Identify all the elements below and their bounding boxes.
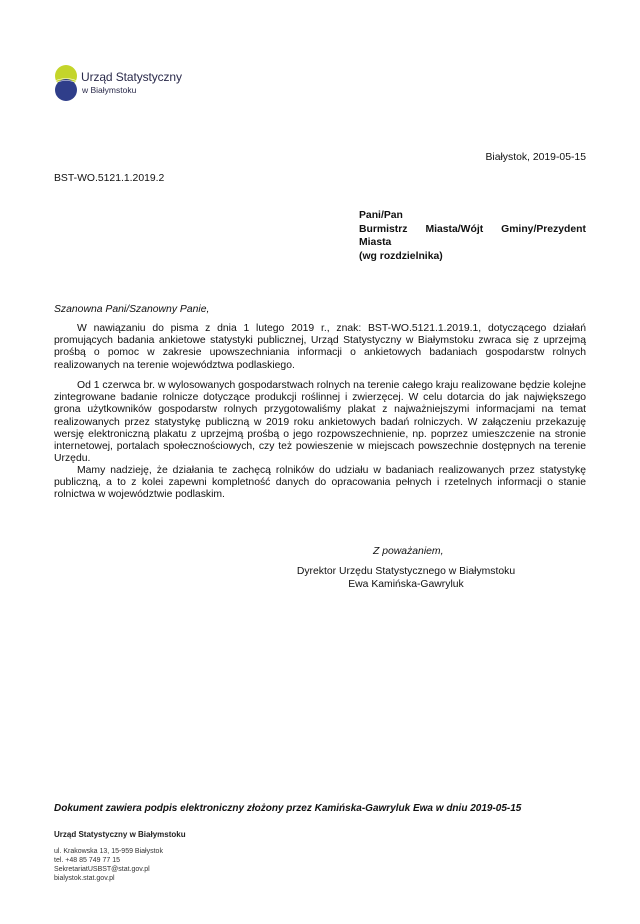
recipient-word: Gminy/Prezydent bbox=[501, 223, 586, 235]
logo-name: Urząd Statystyczny bbox=[81, 70, 182, 84]
recipient-line: (wg rozdzielnika) bbox=[359, 250, 443, 262]
footer-website: bialystok.stat.gov.pl bbox=[54, 875, 115, 882]
recipient-line: Pani/Pan bbox=[359, 210, 403, 221]
office-logo bbox=[54, 64, 184, 104]
recipient-line: Miasta bbox=[359, 237, 392, 248]
recipient-word: Burmistrz bbox=[359, 223, 408, 235]
footer-contact bbox=[54, 847, 163, 883]
recipient-line-justified bbox=[359, 223, 586, 237]
e-signature-note: Dokument zawiera podpis elektroniczny złożony przez Kamińska-Gawryluk Ewa w dniu 2019-05-15 bbox=[54, 803, 522, 814]
footer-email: SekretariatUSBST@stat.gov.pl bbox=[54, 866, 150, 873]
logo-circles-icon bbox=[54, 64, 80, 102]
salutation: Szanowna Pani/Szanowny Panie, bbox=[54, 304, 210, 315]
recipient-block bbox=[359, 209, 586, 263]
letter-city-date: Białystok, 2019-05-15 bbox=[485, 152, 586, 163]
footer-address: ul. Krakowska 13, 15-959 Białystok bbox=[54, 848, 163, 855]
signature-name: Ewa Kamińska-Gawryluk bbox=[348, 579, 464, 590]
closing-regards: Z poważaniem, bbox=[373, 546, 444, 557]
footer-phone: tel. +48 85 749 77 15 bbox=[54, 857, 120, 864]
body-paragraph: W nawiązaniu do pisma z dnia 1 lutego 2019 r., znak: BST-WO.5121.1.2019.1, dotyczącego działań promujących badania ankietowe statystyki publicznej, Urząd Statystyczny w Białymstoku zwraca się z uprzejmą prośbą o pomoc w zakresie upowszechniania informacji o ankietowych badaniach gospodarstw rolnych realizowanych na terenie województwa podlaskiego. bbox=[54, 323, 586, 371]
letter-reference: BST-WO.5121.1.2019.2 bbox=[54, 173, 165, 184]
body-paragraph: Od 1 czerwca br. w wylosowanych gospodarstwach rolnych na terenie całego kraju realizowane będzie kolejne zintegrowane badanie rolnicze dotyczące produkcji roślinnej i zwierzęcej. W celu dotarcia do jak największego grona użytkowników gospodarstw rolnych przygotowaliśmy plakat z najważniejszymi informacjami na temat realizowanych przez statystykę publiczną w 2019 roku ankietowych badań rolniczych. W załączeniu przekazuję wersję elektroniczną plakatu z uprzejmą prośbą o jego rozpowszechnienie, np. poprzez umieszczenie na stronie internetowej, portalach społecznościowych, czy też powieszenie w miejscach powszechnie dostępnych na terenie Urzędu. bbox=[54, 380, 586, 465]
recipient-word: Miasta/Wójt bbox=[425, 223, 484, 235]
footer-title: Urząd Statystyczny w Białymstoku bbox=[54, 830, 186, 839]
body-paragraph: Mamy nadzieję, że działania te zachęcą rolników do udziału w badaniach realizowanych przez statystykę publiczną, a to z kolei zapewni kompletność danych do opracowania pełnych i rzetelnych informacji o stanie rolnictwa w województwie podlaskim. bbox=[54, 465, 586, 501]
logo-subtitle: w Białymstoku bbox=[82, 85, 137, 95]
signature-title: Dyrektor Urzędu Statystycznego w Białymstoku bbox=[296, 566, 516, 577]
